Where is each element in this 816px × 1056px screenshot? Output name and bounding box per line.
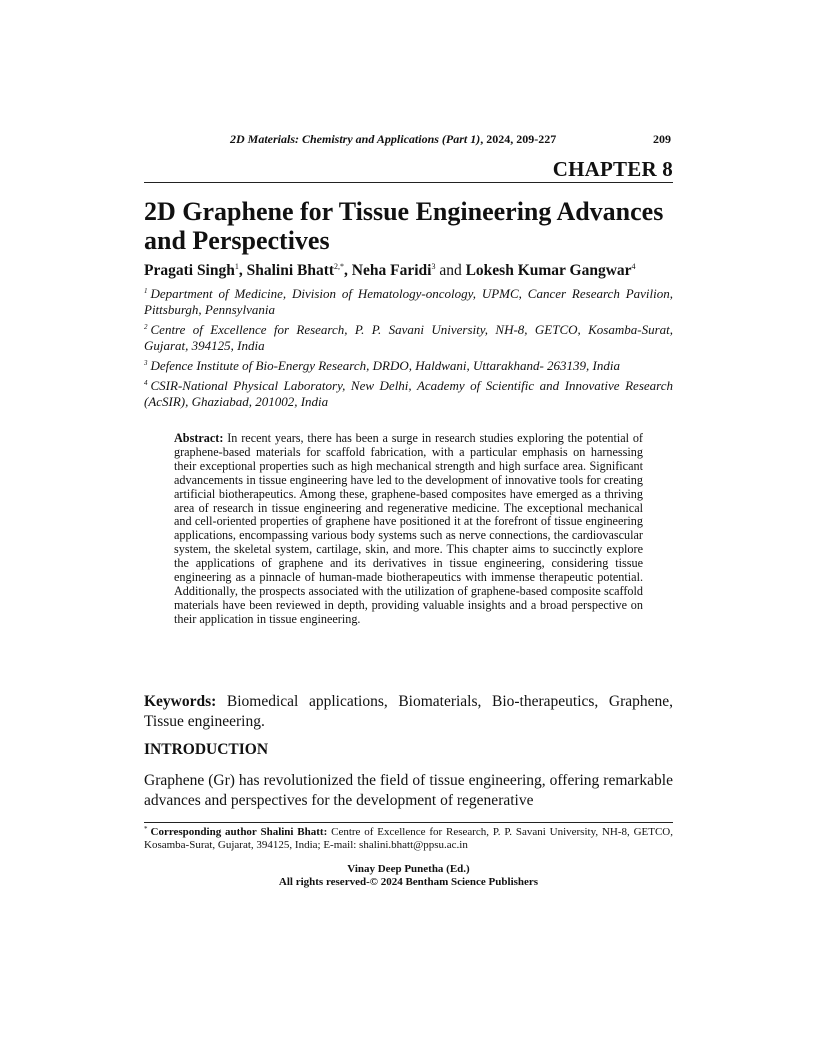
affiliation xyxy=(144,322,673,354)
footnote-divider xyxy=(144,822,673,823)
affiliation xyxy=(144,358,673,374)
affiliation-number: 4 xyxy=(144,379,148,387)
journal-series: 2D Materials: Chemistry and Applications (Part 1), 2024, 209-227 xyxy=(230,132,557,146)
editor-line: Vinay Deep Punetha (Ed.) xyxy=(347,863,470,875)
abstract-text: In recent years, there has been a surge in research studies exploring the potential of graphene-based materials for scaffold fabrication, with a particular emphasis on harnessing their exceptional properties such as high mechanical strength and high surface area. Significant advancements in tissue engineering have led to the development of innovative tools for creating artificial biotherapeutics. Among these, graphene-based composites have emerged as a thriving area of research in tissue engineering and regenerative medicine. The exceptional mechanical and cell-oriented properties of graphene have positioned it at the forefront of tissue engineering applications, encompassing various body systems such as nerve connections, the cardiovascular system, the skeletal system, cartilage, skin, and more. This chapter aims to succinctly explore the applications of graphene and its derivatives in tissue engineering, considering tissue engineering as a pinnacle of human-made biotherapeutics with immense therapeutic potential. Additionally, the prospects associated with the utilization of graphene-based composite scaffold materials have been reviewed in depth, providing valuable insights and a broad perspective on their application in tissue engineering. xyxy=(174,431,643,626)
abstract xyxy=(174,432,643,627)
author-name: Pragati Singh xyxy=(144,262,235,279)
chapter-label: CHAPTER 8 xyxy=(552,157,673,181)
keywords-text: Biomedical applications, Biomaterials, Bio-therapeutics, Graphene, Tissue engineering. xyxy=(144,693,673,730)
rights-line: All rights reserved-© 2024 Bentham Science Publishers xyxy=(278,876,539,888)
author-affil-mark: 2,* xyxy=(334,262,345,271)
affiliation-text: Defence Institute of Bio-Energy Research, DRDO, Haldwani, Uttarakhand- 263139, India xyxy=(150,358,620,373)
footnote-symbol: * xyxy=(144,825,148,833)
affiliation xyxy=(144,286,673,318)
introduction-paragraph: Graphene (Gr) has revolutionized the field of tissue engineering, offering remarkable advances and perspectives for the development of regenerative xyxy=(144,772,673,809)
corresponding-author-footnote xyxy=(144,826,673,852)
author-affil-mark: 3 xyxy=(431,262,436,271)
keywords xyxy=(144,692,673,732)
author-list xyxy=(144,262,679,280)
abstract-label: Abstract: xyxy=(174,431,224,445)
author-separator: and xyxy=(435,262,466,279)
keywords-label: Keywords: xyxy=(144,693,217,710)
affiliation-number: 1 xyxy=(144,287,148,295)
affiliation-number: 3 xyxy=(144,359,148,367)
author-affil-mark: 4 xyxy=(631,262,636,271)
footnote-label: Corresponding author Shalini Bhatt: xyxy=(150,826,328,838)
author-affil-mark: 1 xyxy=(234,262,239,271)
affiliation-text: Centre of Excellence for Research, P. P. Savani University, NH-8, GETCO, Kosamba-Surat, Gujarat, 394125, India xyxy=(144,322,673,353)
chapter-divider xyxy=(144,182,673,183)
footnote-text: Centre of Excellence for Research, P. P. Savani University, NH-8, GETCO, Kosamba-Surat, Gujarat, 394125, India; E-mail: shalini.bhatt@ppsu.ac.in xyxy=(144,826,673,851)
affiliations xyxy=(144,286,673,414)
affiliation-text: Department of Medicine, Division of Hematology-oncology, UPMC, Cancer Research Pavilion, Pittsburgh, Pennsylvania xyxy=(144,286,673,317)
affiliation xyxy=(144,378,673,410)
author-name: Shalini Bhatt xyxy=(246,262,335,279)
author-separator: , xyxy=(344,262,352,279)
author-name: Neha Faridi xyxy=(351,262,432,279)
page-number: 209 xyxy=(653,132,671,146)
affiliation-number: 2 xyxy=(144,323,148,331)
publisher-info xyxy=(144,863,673,889)
affiliation-text: CSIR-National Physical Laboratory, New Delhi, Academy of Scientific and Innovative Research (AcSIR), Ghaziabad, 201002, India xyxy=(144,378,673,409)
section-heading-introduction: INTRODUCTION xyxy=(144,741,269,758)
chapter-title: 2D Graphene for Tissue Engineering Advances and Perspectives xyxy=(144,197,664,255)
author-name: Lokesh Kumar Gangwar xyxy=(465,262,632,279)
author-separator: , xyxy=(238,262,247,279)
